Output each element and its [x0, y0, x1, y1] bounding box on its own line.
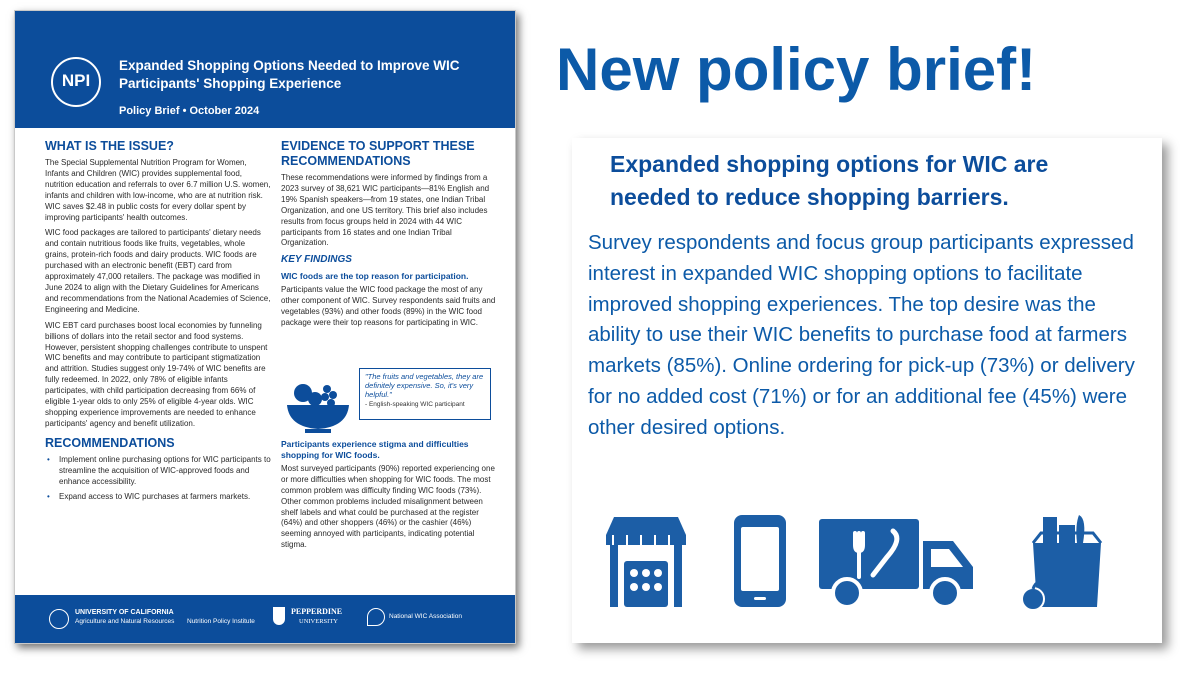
- brief-left-column: [45, 139, 271, 508]
- smartphone-icon: [732, 511, 788, 611]
- npi-footer-text: Nutrition Policy Institute: [187, 618, 255, 625]
- quote-text: "The fruits and vegetables, they are definitely expensive. So, it's very helpful.": [365, 372, 484, 399]
- npi-footer-logo: [49, 609, 69, 629]
- nwa-logo-icon: [367, 608, 385, 626]
- nwa-text: National WIC Association: [389, 613, 462, 620]
- brief-title: Expanded Shopping Options Needed to Improve WIC Participants' Shopping Experience: [119, 58, 460, 91]
- evidence-heading: EVIDENCE TO SUPPORT THESE RECOMMENDATIONS: [281, 139, 475, 168]
- policy-brief-page: [14, 10, 516, 644]
- card-body: Survey respondents and focus group participants expressed interest in expanded WIC shopping options to facilitate improved shopping experiences. The top desire was the ability to use their WIC benefits to purchase food at farmers markets (85%). Online ordering for pick-up (73%) or delivery for no added cost (71%) or for an additional fee (45%) were other desired options.: [588, 231, 1135, 439]
- issue-paragraph-2: WIC food packages are tailored to participants' dietary needs and contain nutritious foods like fruits, vegetables, whole grains, protein-rich foods and dairy products. WIC foods are purchased with an electronic benefit (EBT) card from approximately 47,000 retailers. The package was modified in June 2024 to align with the Dietary Guidelines for Americans and recommendations from the National Academies of Science, Engineering and Medicine.: [45, 228, 271, 314]
- grocery-bag-icon: [1017, 511, 1117, 615]
- pepperdine-line-1: PEPPERDINE: [291, 607, 343, 616]
- brief-header: [15, 11, 515, 128]
- quote-box: [359, 368, 491, 420]
- finding-2-paragraph: Most surveyed participants (90%) reported experiencing one or more difficulties when shopping for WIC foods. The most common problem was difficulty finding WIC foods (73%). Other common problems included misalignment between shelf labels and what could be purchased at the register (64%) and other shoppers (46%) or the cashier (46%) seeming annoyed with participants, indicating potential stigma.: [281, 463, 495, 550]
- delivery-truck-icon: [817, 511, 977, 611]
- npi-logo: [51, 57, 101, 107]
- issue-paragraph-1: The Special Supplemental Nutrition Program for Women, Infants and Children (WIC) provides supplemental food, nutrition education and referrals to over 6.7 million U.S. women, infants and children with low-income, who are at nutrition risk. WIC saves $2.48 in public costs for every dollar spent by improving participants' health outcomes.: [45, 158, 271, 222]
- uc-line-2: Agriculture and Natural Resources: [75, 618, 175, 625]
- finding-1-paragraph: Participants value the WIC food package the most of any other component of WIC. Survey respondents said fruits and vegetables (93%) and other foods (89%) in the WIC food package were their top reasons for participating in WIC.: [281, 285, 496, 327]
- uc-line-1: UNIVERSITY OF CALIFORNIA: [75, 609, 174, 616]
- market-stall-icon: [602, 511, 690, 611]
- brief-subtitle: Policy Brief • October 2024: [119, 105, 260, 117]
- pepperdine-line-2: UNIVERSITY: [299, 618, 338, 625]
- pepperdine-crest-icon: [273, 607, 285, 625]
- card-title: Expanded shopping options for WIC are needed to reduce shopping barriers.: [610, 151, 1049, 210]
- issue-paragraph-3: WIC EBT card purchases boost local economies by funneling billions of dollars into the retail sector and food systems. However, persistent shopping challenges contribute to unspent WIC benefits and may contribute to participant stigmatization and attrition. Studies suggest only 19-74% of WIC benefits are fully redeemed. In 2022, only 78% of eligible infants participates, with child participation decreasing from 66% of eligible 1-year olds to only 25% of eligible 4-year olds. WIC shopping experience improvements are needed to enhance participants' agency and benefit utilization.: [45, 320, 268, 428]
- recommendation-2: • Expand access to WIC purchases at farmers markets.: [45, 492, 271, 503]
- evidence-paragraph: These recommendations were informed by findings from a 2023 survey of 38,621 WIC participants—81% English and 19% Spanish speakers—from 19 states, one Indian Tribal Organization, and one US territory. This brief also includes results from focus groups held in 2024 with 44 WIC participants from 16 states and one Indian Tribal Organization.: [281, 173, 490, 248]
- recommendation-1: • Implement online purchasing options for WIC participants to streamline the acquisition of WIC-approved foods and enhance accessibility.: [45, 455, 271, 488]
- key-findings-heading: KEY FINDINGS: [281, 254, 352, 266]
- finding-2-heading: Participants experience stigma and difficulties shopping for WIC foods.: [281, 438, 469, 460]
- brief-footer: [15, 595, 515, 643]
- npi-logo-text: NPI: [61, 71, 91, 90]
- brief-right-column: [281, 139, 501, 556]
- recommendations-heading: RECOMMENDATIONS: [45, 435, 175, 450]
- finding-1-heading: WIC foods are the top reason for participation.: [281, 271, 469, 282]
- issue-heading: WHAT IS THE ISSUE?: [45, 139, 174, 153]
- headline: New policy brief!: [556, 36, 1037, 103]
- fruit-bowl-icon: [285, 377, 351, 435]
- quote-attribution: - English-speaking WIC participant: [365, 401, 465, 408]
- summary-card: [572, 138, 1162, 643]
